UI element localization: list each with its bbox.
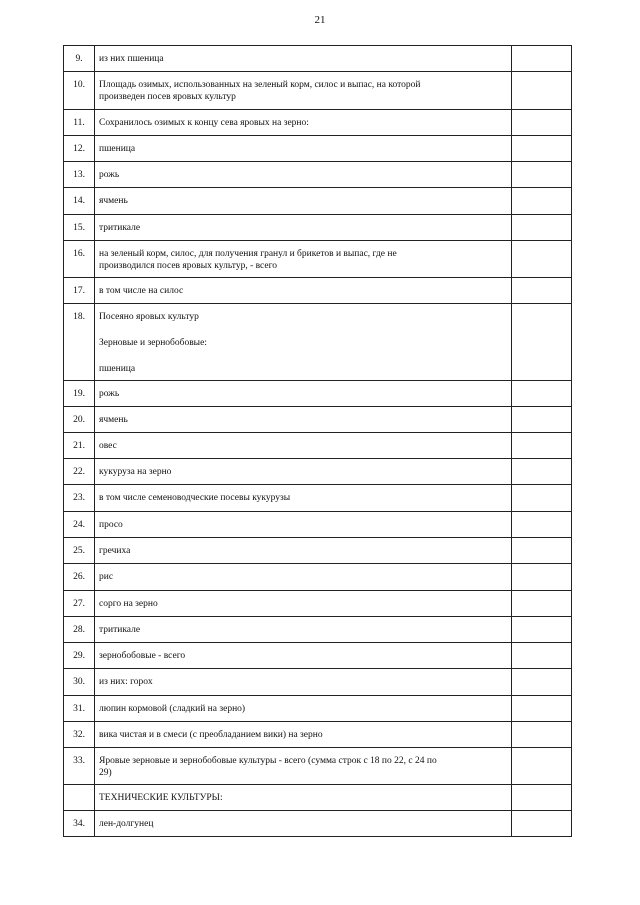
value-cell[interactable] bbox=[512, 407, 572, 433]
value-cell[interactable] bbox=[512, 617, 572, 643]
row-description bbox=[95, 617, 512, 643]
row-number: 14. bbox=[64, 188, 95, 215]
row-description bbox=[95, 278, 512, 304]
description-line: на зеленый корм, силос, для получения гранул и брикетов и выпас, где не bbox=[99, 249, 397, 259]
table-row bbox=[64, 72, 572, 110]
description-line: тритикале bbox=[99, 625, 141, 635]
description-line: произведен посев яровых культур bbox=[99, 92, 236, 102]
value-cell[interactable] bbox=[512, 669, 572, 696]
description-line: зернобобовые - всего bbox=[99, 651, 186, 661]
row-description bbox=[95, 381, 512, 407]
table-row bbox=[64, 433, 572, 459]
description-line: из них пшеница bbox=[99, 54, 164, 64]
description-line: Площадь озимых, использованных на зеленый корм, силос и выпас, на которой bbox=[99, 80, 421, 90]
value-cell[interactable] bbox=[512, 564, 572, 591]
row-description bbox=[95, 136, 512, 162]
row-number: 29. bbox=[64, 643, 95, 669]
description-line: 29) bbox=[99, 768, 112, 778]
row-description bbox=[95, 722, 512, 748]
description-line: гречиха bbox=[99, 546, 131, 556]
description-line: лен-долгунец bbox=[99, 819, 154, 829]
row-number: 15. bbox=[64, 215, 95, 241]
description-line: кукуруза на зерно bbox=[99, 467, 172, 477]
row-number: 18. bbox=[64, 304, 95, 381]
table-row bbox=[64, 304, 572, 381]
value-cell[interactable] bbox=[512, 433, 572, 459]
value-cell[interactable] bbox=[512, 485, 572, 512]
table-row bbox=[64, 162, 572, 188]
table-row bbox=[64, 512, 572, 538]
description-line: Посеяно яровых культур bbox=[99, 312, 199, 322]
row-number: 33. bbox=[64, 748, 95, 785]
row-description bbox=[95, 564, 512, 591]
row-description bbox=[95, 485, 512, 512]
row-description bbox=[95, 538, 512, 564]
table-row bbox=[64, 785, 572, 811]
value-cell[interactable] bbox=[512, 46, 572, 72]
description-line: ячмень bbox=[99, 196, 128, 206]
table-row bbox=[64, 564, 572, 591]
value-cell[interactable] bbox=[512, 110, 572, 136]
description-line: вика чистая и в смеси (с преобладанием вики) на зерно bbox=[99, 730, 323, 740]
description-line: рожь bbox=[99, 389, 120, 399]
value-cell[interactable] bbox=[512, 748, 572, 785]
value-cell[interactable] bbox=[512, 304, 572, 381]
row-number: 26. bbox=[64, 564, 95, 591]
row-number: 10. bbox=[64, 72, 95, 110]
value-cell[interactable] bbox=[512, 459, 572, 485]
description-line: Сохранилось озимых к концу сева яровых на зерно: bbox=[99, 118, 309, 128]
value-cell[interactable] bbox=[512, 512, 572, 538]
row-number: 17. bbox=[64, 278, 95, 304]
row-number: 32. bbox=[64, 722, 95, 748]
table-row bbox=[64, 188, 572, 215]
value-cell[interactable] bbox=[512, 72, 572, 110]
row-description bbox=[95, 591, 512, 617]
row-description bbox=[95, 46, 512, 72]
row-description bbox=[95, 304, 512, 381]
row-number: 9. bbox=[64, 46, 95, 72]
row-description bbox=[95, 433, 512, 459]
description-line: производился посев яровых культур, - всего bbox=[99, 261, 278, 271]
row-description bbox=[95, 72, 512, 110]
value-cell[interactable] bbox=[512, 188, 572, 215]
value-cell[interactable] bbox=[512, 215, 572, 241]
row-number: 22. bbox=[64, 459, 95, 485]
value-cell[interactable] bbox=[512, 381, 572, 407]
description-line: Зерновые и зернобобовые: bbox=[99, 338, 207, 348]
table-row bbox=[64, 215, 572, 241]
row-description bbox=[95, 643, 512, 669]
table-row bbox=[64, 459, 572, 485]
description-line: в том числе на силос bbox=[99, 286, 184, 296]
description-line: овес bbox=[99, 441, 117, 451]
table-row bbox=[64, 407, 572, 433]
row-number: 31. bbox=[64, 696, 95, 722]
row-description bbox=[95, 811, 512, 837]
row-number: 28. bbox=[64, 617, 95, 643]
value-cell[interactable] bbox=[512, 811, 572, 837]
row-description bbox=[95, 162, 512, 188]
row-number: 13. bbox=[64, 162, 95, 188]
value-cell[interactable] bbox=[512, 162, 572, 188]
table-row bbox=[64, 748, 572, 785]
crop-area-table bbox=[63, 45, 572, 837]
row-number: 23. bbox=[64, 485, 95, 512]
description-line: пшеница bbox=[99, 364, 136, 374]
table-row bbox=[64, 278, 572, 304]
row-description bbox=[95, 696, 512, 722]
row-number: 30. bbox=[64, 669, 95, 696]
table-row bbox=[64, 669, 572, 696]
row-description bbox=[95, 748, 512, 785]
value-cell[interactable] bbox=[512, 696, 572, 722]
table-row bbox=[64, 591, 572, 617]
table-row bbox=[64, 643, 572, 669]
table-row bbox=[64, 46, 572, 72]
row-number: 11. bbox=[64, 110, 95, 136]
row-number: 20. bbox=[64, 407, 95, 433]
value-cell[interactable] bbox=[512, 591, 572, 617]
description-line: тритикале bbox=[99, 223, 141, 233]
value-cell[interactable] bbox=[512, 241, 572, 278]
row-description bbox=[95, 407, 512, 433]
description-line: в том числе семеноводческие посевы кукурузы bbox=[99, 493, 291, 503]
description-line: пшеница bbox=[99, 144, 136, 154]
row-description bbox=[95, 110, 512, 136]
value-cell[interactable] bbox=[512, 538, 572, 564]
row-number bbox=[64, 785, 95, 811]
value-cell[interactable] bbox=[512, 136, 572, 162]
row-number: 19. bbox=[64, 381, 95, 407]
table-row bbox=[64, 241, 572, 278]
description-line: из них: горох bbox=[99, 677, 153, 687]
description-line: Яровые зерновые и зернобобовые культуры - всего (сумма строк с 18 по 22, с 24 по bbox=[99, 756, 437, 766]
row-description bbox=[95, 188, 512, 215]
table-row bbox=[64, 110, 572, 136]
value-cell[interactable] bbox=[512, 278, 572, 304]
row-description bbox=[95, 459, 512, 485]
row-description bbox=[95, 241, 512, 278]
row-description bbox=[95, 669, 512, 696]
row-number: 16. bbox=[64, 241, 95, 278]
table-row bbox=[64, 722, 572, 748]
description-line: люпин кормовой (сладкий на зерно) bbox=[99, 704, 246, 714]
page-number: 21 bbox=[314, 14, 326, 26]
table-row bbox=[64, 485, 572, 512]
row-number: 25. bbox=[64, 538, 95, 564]
table-row bbox=[64, 811, 572, 837]
row-description bbox=[95, 512, 512, 538]
table-row bbox=[64, 381, 572, 407]
description-line: рожь bbox=[99, 170, 120, 180]
row-description bbox=[95, 785, 512, 811]
table-row bbox=[64, 136, 572, 162]
description-line: рис bbox=[99, 572, 114, 582]
value-cell[interactable] bbox=[512, 722, 572, 748]
value-cell[interactable] bbox=[512, 643, 572, 669]
description-line: сорго на зерно bbox=[99, 599, 158, 609]
row-description bbox=[95, 215, 512, 241]
table-body bbox=[64, 46, 572, 837]
description-line: ячмень bbox=[99, 415, 128, 425]
table-row bbox=[64, 538, 572, 564]
row-number: 21. bbox=[64, 433, 95, 459]
row-number: 34. bbox=[64, 811, 95, 837]
table-row bbox=[64, 696, 572, 722]
table-row bbox=[64, 617, 572, 643]
description-line: ТЕХНИЧЕСКИЕ КУЛЬТУРЫ: bbox=[99, 793, 223, 803]
value-cell[interactable] bbox=[512, 785, 572, 811]
row-number: 27. bbox=[64, 591, 95, 617]
row-number: 24. bbox=[64, 512, 95, 538]
description-line: просо bbox=[99, 520, 123, 530]
row-number: 12. bbox=[64, 136, 95, 162]
